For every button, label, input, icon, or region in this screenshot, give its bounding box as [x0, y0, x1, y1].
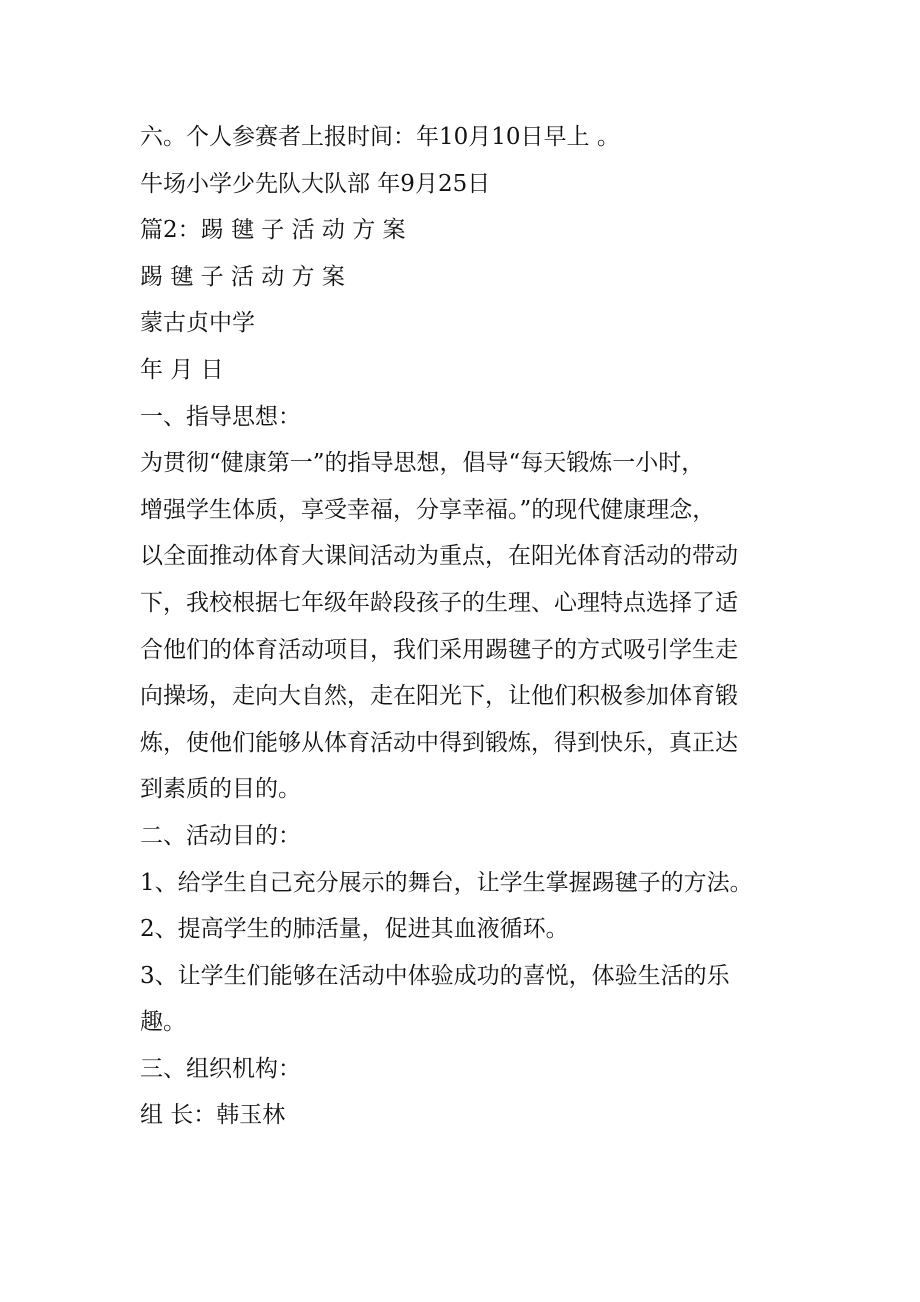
paragraph-line: 增强学生体质，享受幸福，分享幸福。”的现代健康理念，	[140, 496, 716, 523]
section-heading-activity-purpose: 二、活动目的：	[140, 822, 301, 849]
text-line-signature: 牛场小学少先队大队部 年9月25日	[140, 170, 491, 197]
text-line-group-leader: 组 长：韩玉林	[140, 1102, 286, 1129]
paragraph-line: 下，我校根据七年级年龄段孩子的生理、心理特点选择了适	[140, 589, 738, 616]
paragraph-line: 向操场，走向大自然，走在阳光下，让他们积极参加体育锻	[140, 683, 738, 710]
text-line-report-time: 六。个人参赛者上报时间：年10月10日早上 。	[140, 124, 620, 150]
list-item: 2、提高学生的肺活量，促进其血液循环。	[140, 916, 569, 943]
section-heading-guiding-ideology: 一、指导思想：	[140, 403, 301, 430]
document-title: 踢 毽 子 活 动 方 案	[140, 263, 345, 290]
school-name: 蒙古贞中学	[140, 310, 255, 337]
section-heading-organization: 三、组织机构：	[140, 1055, 301, 1082]
paragraph-line: 到素质的目的。	[140, 776, 301, 803]
paragraph-line: 合他们的体育活动项目，我们采用踢毽子的方式吸引学生走	[140, 636, 738, 663]
section-heading-plan-2: 篇2：踢 毽 子 活 动 方 案	[140, 217, 406, 244]
paragraph-line: 以全面推动体育大课间活动为重点，在阳光体育活动的带动	[140, 543, 738, 570]
list-item-continuation: 趣。	[140, 1009, 186, 1036]
list-item: 1、给学生自己充分展示的舞台，让学生掌握踢毽子的方法。	[140, 869, 753, 896]
document-date: 年 月 日	[140, 356, 224, 383]
list-item: 3、让学生们能够在活动中体验成功的喜悦，体验生活的乐	[140, 962, 730, 989]
paragraph-line: 为贯彻“健康第一”的指导思想，倡导“每天锻炼一小时，	[140, 450, 705, 477]
document-body	[140, 114, 800, 1139]
paragraph-line: 炼，使他们能够从体育活动中得到锻炼，得到快乐，真正达	[140, 729, 738, 756]
